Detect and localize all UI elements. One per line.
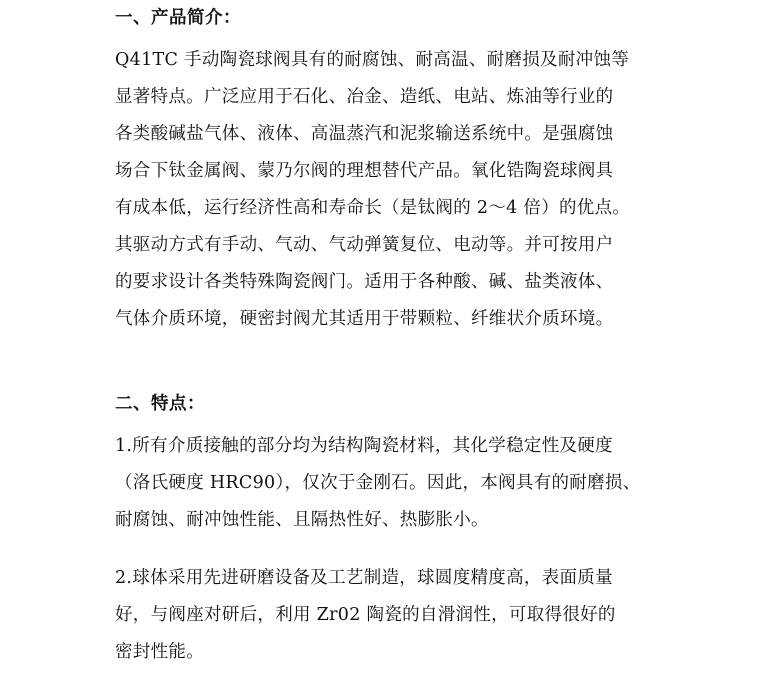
paragraph-line: 场合下钛金属阀、蒙乃尔阀的理想替代产品。氧化锆陶瓷球阀具 <box>115 161 614 181</box>
section-heading-product-intro: 一、产品简介： <box>115 8 241 28</box>
section-heading-features: 二、特点： <box>115 394 205 414</box>
product-intro-paragraph <box>115 42 675 338</box>
paragraph-line: 耐腐蚀、耐冲蚀性能、且隔热性好、热膨胀小。 <box>115 510 489 530</box>
paragraph-line: 1.所有介质接触的部分均为结构陶瓷材料，其化学稳定性及硬度 <box>115 436 613 456</box>
paragraph-line: 2.球体采用先进研磨设备及工艺制造，球圆度精度高，表面质量 <box>115 568 613 588</box>
paragraph-line: 密封性能。 <box>115 642 204 662</box>
paragraph-line: 其驱动方式有手动、气动、气动弹簧复位、电动等。并可按用户 <box>115 235 614 255</box>
feature-item-2 <box>115 560 675 671</box>
paragraph-line: 气体介质环境，硬密封阀尤其适用于带颗粒、纤维状介质环境。 <box>115 309 614 329</box>
paragraph-line: 的要求设计各类特殊陶瓷阀门。适用于各种酸、碱、盐类液体、 <box>115 272 614 292</box>
paragraph-line: 好，与阀座对研后，利用 Zr02 陶瓷的自滑润性，可取得很好的 <box>115 605 616 625</box>
feature-item-1 <box>115 428 675 539</box>
paragraph-line: 有成本低，运行经济性高和寿命长（是钛阀的 2～4 倍）的优点。 <box>115 198 631 218</box>
paragraph-line: 各类酸碱盐气体、液体、高温蒸汽和泥浆输送系统中。是强腐蚀 <box>115 124 614 144</box>
paragraph-line: Q41TC 手动陶瓷球阀具有的耐腐蚀、耐高温、耐磨损及耐冲蚀等 <box>115 50 630 70</box>
paragraph-line: （洛氏硬度 HRC90），仅次于金刚石。因此，本阀具有的耐磨损、 <box>115 473 641 493</box>
paragraph-line: 显著特点。广泛应用于石化、冶金、造纸、电站、炼油等行业的 <box>115 87 614 107</box>
